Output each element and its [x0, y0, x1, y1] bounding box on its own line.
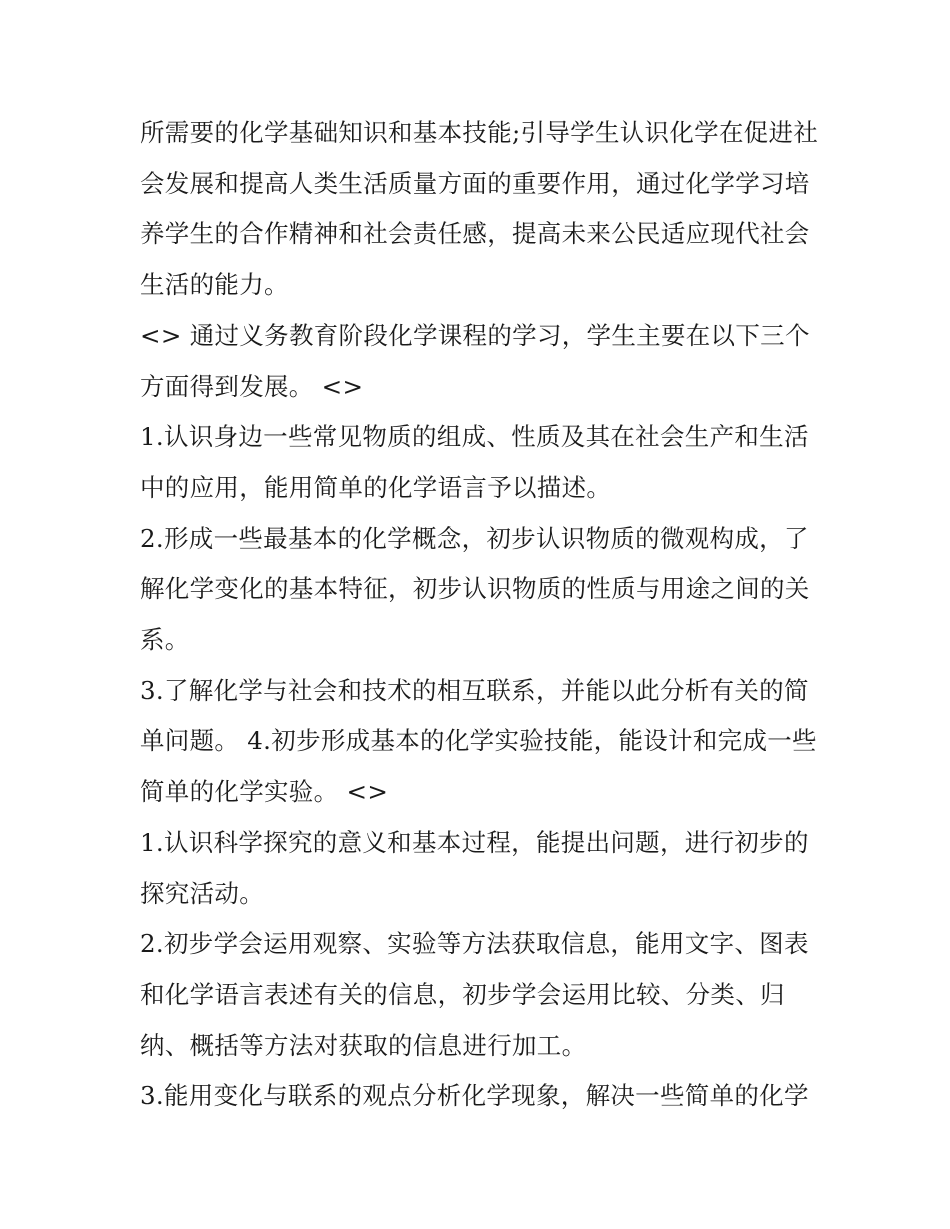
paragraph-development-aspects: <> 通过义务教育阶段化学课程的学习，学生主要在以下三个方面得到发展。 <> [140, 320, 810, 401]
paragraph-knowledge-item-2: 2.形成一些最基本的化学概念，初步认识物质的微观构成，了解化学变化的基本特征，初步认识物质的性质与用途之间的关系。 [140, 523, 810, 655]
paragraph-knowledge-item-1: 1.认识身边一些常见物质的组成、性质及其在社会生产和生活中的应用，能用简单的化学语言予以描述。 [140, 422, 809, 502]
paragraph-knowledge-item-3-4: 3.了解化学与社会和技术的相互联系，并能以此分析有关的简单问题。 4.初步形成基本的化学实验技能，能设计和完成一些简单的化学实验。 <> [140, 675, 817, 807]
document-body [140, 108, 820, 1122]
paragraph-process-item-2: 2.初步学会运用观察、实验等方法获取信息，能用文字、图表和化学语言表述有关的信息，初步学会运用比较、分类、归纳、概括等方法对获取的信息进行加工。 [140, 929, 809, 1060]
paragraph-process-item-3: 3.能用变化与联系的观点分析化学现象，解决一些简单的化学 [140, 1081, 809, 1111]
paragraph-intro-continuation: 所需要的化学基础知识和基本技能;引导学生认识化学在促进社会发展和提高人类生活质量方面的重要作用，通过化学学习培养学生的合作精神和社会责任感，提高未来公民适应现代社会生活的能力。 [140, 118, 819, 300]
paragraph-process-item-1: 1.认识科学探究的意义和基本过程，能提出问题，进行初步的探究活动。 [140, 827, 809, 908]
